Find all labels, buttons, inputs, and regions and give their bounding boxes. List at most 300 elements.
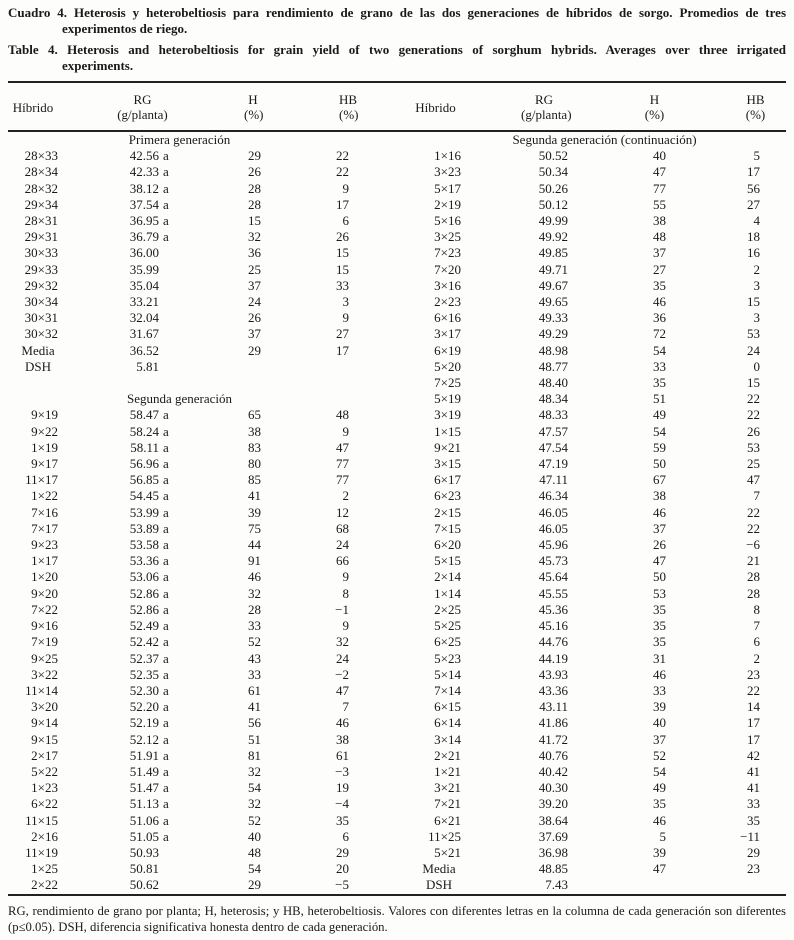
h-cell: 54 <box>653 342 666 358</box>
h-cell: 53 <box>653 585 666 601</box>
hb-cell: 35 <box>336 812 349 828</box>
hybrid-cell: 11×19 <box>25 844 58 860</box>
rg-cell: 45.96 <box>538 537 568 553</box>
rg-cell: 44.76 <box>538 634 568 650</box>
hybrid-cell: 5×19 <box>434 391 461 407</box>
h-cell: 39 <box>653 699 666 715</box>
rg-cell: 50.93 <box>129 844 159 860</box>
table-row <box>8 537 786 553</box>
hb-cell: 38 <box>336 731 349 747</box>
rg-cell: 44.19 <box>538 650 568 666</box>
h-cell: 35 <box>653 601 666 617</box>
rg-cell: 52.37 a <box>129 650 169 666</box>
h-cell: 31 <box>653 650 666 666</box>
hb-cell: 27 <box>747 196 760 212</box>
h-cell: 65 <box>248 407 261 423</box>
hybrid-cell: 5×14 <box>434 666 461 682</box>
table-row <box>8 456 786 472</box>
hb-cell: 24 <box>336 650 349 666</box>
hb-cell: 9 <box>342 310 349 326</box>
hybrid-cell: 30×31 <box>24 310 58 326</box>
hybrid-cell: 6×14 <box>434 715 461 731</box>
hybrid-cell: 1×25 <box>31 861 58 877</box>
hybrid-cell: 1×20 <box>31 569 58 585</box>
rg-cell: 53.58 a <box>129 537 169 553</box>
table-row <box>8 310 786 326</box>
rg-cell: 32.04 <box>129 310 159 326</box>
rg-cell: 45.36 <box>538 601 568 617</box>
hb-cell: 2 <box>753 650 760 666</box>
hybrid-cell: 5×17 <box>434 180 461 196</box>
h-cell: 26 <box>653 537 666 553</box>
table-row <box>8 877 786 894</box>
h-cell <box>568 877 668 894</box>
rg-cell: 49.67 <box>538 277 568 293</box>
rg-cell: 50.26 <box>538 180 568 196</box>
hybrid-cell: 7×23 <box>434 245 461 261</box>
rg-cell: 51.47 a <box>129 780 169 796</box>
table-row <box>8 197 786 213</box>
h-cell: 28 <box>248 601 261 617</box>
hybrid-cell: 7×20 <box>434 261 461 277</box>
rg-cell: 56.85 a <box>129 472 169 488</box>
hybrid-cell: 1×15 <box>434 423 461 439</box>
column-header: Híbrido <box>351 82 461 131</box>
hybrid-cell: 2×15 <box>434 504 461 520</box>
rg-cell: 49.71 <box>538 261 568 277</box>
h-cell: 33 <box>248 666 261 682</box>
h-cell: 41 <box>248 699 261 715</box>
hb-cell: 7 <box>753 618 760 634</box>
rg-cell: 49.85 <box>538 245 568 261</box>
hb-cell: 47 <box>336 682 349 698</box>
rg-cell: 45.64 <box>538 569 568 585</box>
h-cell: 72 <box>653 326 666 342</box>
hb-cell: 53 <box>747 326 760 342</box>
h-cell: 85 <box>248 472 261 488</box>
hb-cell: 9 <box>342 423 349 439</box>
hybrid-cell: 1×22 <box>31 488 58 504</box>
heterosis-table <box>8 81 786 896</box>
hb-cell: 20 <box>336 861 349 877</box>
hb-cell: 24 <box>336 537 349 553</box>
h-cell: 91 <box>248 553 261 569</box>
h-cell: 26 <box>248 310 261 326</box>
h-cell: 37 <box>653 245 666 261</box>
hybrid-cell: 5×20 <box>434 358 461 374</box>
caption-en <box>8 42 786 74</box>
h-cell: 41 <box>248 488 261 504</box>
table-row <box>8 472 786 488</box>
hybrid-cell: 6×17 <box>434 472 461 488</box>
h-cell: 35 <box>653 634 666 650</box>
hybrid-cell: 3×15 <box>434 456 461 472</box>
hybrid-cell: Media <box>21 342 55 358</box>
h-cell: 29 <box>248 342 261 358</box>
hb-cell: 15 <box>336 261 349 277</box>
hybrid-cell: 6×21 <box>434 812 461 828</box>
hybrid-cell: 6×15 <box>434 699 461 715</box>
h-cell: 54 <box>653 763 666 779</box>
hb-cell: 33 <box>336 277 349 293</box>
h-cell: 77 <box>653 180 666 196</box>
hybrid-cell: 11×14 <box>25 682 58 698</box>
hb-cell: 68 <box>336 520 349 536</box>
h-cell: 47 <box>653 164 666 180</box>
hybrid-cell: 11×15 <box>25 812 58 828</box>
h-cell: 32 <box>248 585 261 601</box>
h-cell: 28 <box>248 180 261 196</box>
rg-cell: 36.00 <box>129 245 159 261</box>
h-cell: 28 <box>248 196 261 212</box>
hb-cell: −3 <box>335 763 349 779</box>
rg-cell: 53.06 a <box>129 569 169 585</box>
h-cell: 48 <box>248 844 261 860</box>
hb-cell: 22 <box>747 391 760 407</box>
rg-cell: 50.81 <box>129 861 159 877</box>
hybrid-cell: 30×34 <box>24 294 58 310</box>
section-header: Segunda generación (continuación) <box>512 132 697 147</box>
table-row <box>8 780 786 796</box>
h-cell: 38 <box>653 213 666 229</box>
h-cell: 26 <box>248 164 261 180</box>
column-header: HB (%) <box>263 82 351 131</box>
hb-cell: 42 <box>747 747 760 763</box>
hb-cell: 7 <box>342 699 349 715</box>
hybrid-cell: 6×20 <box>434 537 461 553</box>
hybrid-cell: 30×32 <box>24 326 58 342</box>
rg-cell: 51.13 a <box>129 796 169 812</box>
table-row <box>8 391 786 407</box>
rg-cell: 45.55 <box>538 585 568 601</box>
h-cell: 40 <box>653 715 666 731</box>
rg-cell: 39.20 <box>538 796 568 812</box>
hybrid-cell: 9×14 <box>31 715 58 731</box>
h-cell <box>172 359 263 375</box>
h-cell: 38 <box>248 423 261 439</box>
hybrid-cell: 6×19 <box>434 342 461 358</box>
hb-cell: 17 <box>336 196 349 212</box>
hb-cell: 2 <box>342 488 349 504</box>
hybrid-cell: 3×23 <box>434 164 461 180</box>
rg-cell: 53.36 a <box>129 553 169 569</box>
hb-cell: −5 <box>335 877 349 893</box>
hb-cell: 25 <box>747 456 760 472</box>
hybrid-cell: 7×25 <box>434 375 461 391</box>
hb-cell: 23 <box>747 666 760 682</box>
blank-cell <box>8 375 351 391</box>
hb-cell: 8 <box>342 585 349 601</box>
hybrid-cell: 3×20 <box>31 699 58 715</box>
h-cell: 39 <box>653 844 666 860</box>
hybrid-cell: 11×25 <box>428 828 461 844</box>
hybrid-cell: 28×32 <box>24 180 58 196</box>
hybrid-cell: 2×21 <box>434 747 461 763</box>
rg-cell: 36.95 a <box>129 213 169 229</box>
h-cell: 46 <box>653 294 666 310</box>
table-row <box>8 651 786 667</box>
table-row <box>8 359 786 375</box>
hybrid-cell: DSH <box>24 358 51 374</box>
rg-cell: 41.72 <box>538 731 568 747</box>
h-cell: 49 <box>653 407 666 423</box>
hybrid-cell: 3×22 <box>31 666 58 682</box>
h-cell: 83 <box>248 439 261 455</box>
h-cell: 35 <box>653 375 666 391</box>
hybrid-cell: 3×21 <box>434 780 461 796</box>
table-row <box>8 732 786 748</box>
hb-cell: 77 <box>336 456 349 472</box>
caption-en-text: Heterosis and heterobeltiosis for grain yield of two generations of sorghum hybrids. Averages over three irrigated experiments. <box>62 42 787 73</box>
rg-cell: 36.98 <box>538 844 568 860</box>
hb-cell: 17 <box>747 715 760 731</box>
hb-cell: 19 <box>336 780 349 796</box>
h-cell: 46 <box>653 812 666 828</box>
rg-cell: 43.11 <box>539 699 568 715</box>
hybrid-cell: 28×34 <box>24 164 58 180</box>
hb-cell: 28 <box>747 585 760 601</box>
hb-cell: −6 <box>746 537 760 553</box>
column-header: H (%) <box>172 82 263 131</box>
hb-cell: 3 <box>753 310 760 326</box>
table-row <box>8 813 786 829</box>
hb-cell: 23 <box>747 861 760 877</box>
rg-cell: 48.33 <box>538 407 568 423</box>
hb-cell: 56 <box>747 180 760 196</box>
column-header: RG (g/planta) <box>461 82 568 131</box>
table-row <box>8 553 786 569</box>
rg-cell: 43.93 <box>538 666 568 682</box>
h-cell: 39 <box>248 504 261 520</box>
table-row <box>8 407 786 423</box>
h-cell: 36 <box>248 245 261 261</box>
hb-cell: 27 <box>336 326 349 342</box>
table-row <box>8 131 786 148</box>
rg-cell: 48.77 <box>538 358 568 374</box>
table-row <box>8 375 786 391</box>
h-cell: 36 <box>653 310 666 326</box>
hb-cell: 24 <box>747 342 760 358</box>
rg-cell: 49.99 <box>538 213 568 229</box>
hybrid-cell: 28×33 <box>24 148 58 164</box>
hybrid-cell: 2×14 <box>434 569 461 585</box>
rg-cell: 54.45 a <box>129 488 169 504</box>
hybrid-cell: 3×19 <box>434 407 461 423</box>
h-cell: 48 <box>653 229 666 245</box>
hybrid-cell: 9×15 <box>31 731 58 747</box>
table-row <box>8 245 786 261</box>
rg-cell: 52.49 a <box>129 618 169 634</box>
rg-cell: 49.29 <box>538 326 568 342</box>
h-cell: 24 <box>248 294 261 310</box>
hybrid-cell: 28×31 <box>24 213 58 229</box>
hb-cell: 28 <box>747 569 760 585</box>
rg-cell: 52.30 a <box>129 682 169 698</box>
hb-cell: 17 <box>747 164 760 180</box>
rg-cell: 36.52 <box>129 342 159 358</box>
table-row <box>8 586 786 602</box>
hybrid-cell: 9×23 <box>31 537 58 553</box>
table-row <box>8 262 786 278</box>
rg-cell: 56.96 a <box>129 456 169 472</box>
hybrid-cell: DSH <box>425 877 452 893</box>
caption-es-label: Cuadro 4. <box>8 5 68 20</box>
table-row <box>8 634 786 650</box>
rg-cell: 46.34 <box>538 488 568 504</box>
hb-cell: 21 <box>747 553 760 569</box>
rg-cell: 52.12 a <box>129 731 169 747</box>
table-row <box>8 213 786 229</box>
hb-cell: 15 <box>747 294 760 310</box>
hybrid-cell: 6×25 <box>434 634 461 650</box>
hybrid-cell: 5×22 <box>31 763 58 779</box>
hb-cell: 48 <box>336 407 349 423</box>
hybrid-cell: 2×23 <box>434 294 461 310</box>
table-row <box>8 343 786 359</box>
h-cell: 49 <box>653 780 666 796</box>
hybrid-cell: 7×16 <box>31 504 58 520</box>
h-cell: 33 <box>653 682 666 698</box>
hybrid-cell: 9×22 <box>31 423 58 439</box>
rg-cell: 40.76 <box>538 747 568 763</box>
header-row <box>8 82 786 131</box>
table-row <box>8 505 786 521</box>
hybrid-cell: 9×17 <box>31 456 58 472</box>
table-row <box>8 667 786 683</box>
hb-cell: 0 <box>753 358 760 374</box>
h-cell: 25 <box>248 261 261 277</box>
hybrid-cell: 1×14 <box>434 585 461 601</box>
hybrid-cell: 5×15 <box>434 553 461 569</box>
h-cell: 67 <box>653 472 666 488</box>
rg-cell: 38.12 a <box>129 180 169 196</box>
table-row <box>8 845 786 861</box>
hb-cell: 4 <box>753 213 760 229</box>
h-cell: 38 <box>653 488 666 504</box>
h-cell: 37 <box>248 326 261 342</box>
h-cell: 35 <box>653 618 666 634</box>
hybrid-cell: 7×19 <box>31 634 58 650</box>
h-cell: 46 <box>248 569 261 585</box>
h-cell: 52 <box>248 634 261 650</box>
hb-cell: 26 <box>336 229 349 245</box>
table-row <box>8 326 786 342</box>
hybrid-cell: 1×17 <box>31 553 58 569</box>
hb-cell: 17 <box>336 342 349 358</box>
table-row <box>8 521 786 537</box>
rg-cell: 52.35 a <box>129 666 169 682</box>
hybrid-cell: 5×23 <box>434 650 461 666</box>
hb-cell: 22 <box>336 164 349 180</box>
hybrid-cell: 1×19 <box>31 439 58 455</box>
rg-cell: 50.12 <box>538 196 568 212</box>
h-cell: 50 <box>653 569 666 585</box>
hb-cell: 46 <box>336 715 349 731</box>
table-row <box>8 861 786 877</box>
hybrid-cell: 1×23 <box>31 780 58 796</box>
rg-cell: 42.33 a <box>129 164 169 180</box>
rg-cell: 51.05 a <box>129 828 169 844</box>
hb-cell: 66 <box>336 553 349 569</box>
rg-cell: 47.11 <box>539 472 568 488</box>
table-row <box>8 164 786 180</box>
table-body <box>8 131 786 895</box>
hybrid-cell: 5×21 <box>434 844 461 860</box>
hybrid-cell: 29×32 <box>24 277 58 293</box>
rg-cell: 53.89 a <box>129 520 169 536</box>
hybrid-cell: 5×16 <box>434 213 461 229</box>
hb-cell: 9 <box>342 180 349 196</box>
hybrid-cell: 7×17 <box>31 520 58 536</box>
hb-cell: 22 <box>336 148 349 164</box>
rg-cell: 33.21 <box>129 294 159 310</box>
rg-cell: 37.54 a <box>129 196 169 212</box>
h-cell: 61 <box>248 682 261 698</box>
h-cell: 59 <box>653 439 666 455</box>
rg-cell: 58.47 a <box>129 407 169 423</box>
section-header: Primera generación <box>128 132 231 147</box>
h-cell: 75 <box>248 520 261 536</box>
rg-cell: 49.92 <box>538 229 568 245</box>
rg-cell: 35.99 <box>129 261 159 277</box>
table-row <box>8 424 786 440</box>
hybrid-cell: 6×22 <box>31 796 58 812</box>
hb-cell: 47 <box>747 472 760 488</box>
rg-cell: 47.54 <box>538 439 568 455</box>
rg-cell: 52.19 a <box>129 715 169 731</box>
hybrid-cell: 9×19 <box>31 407 58 423</box>
h-cell: 43 <box>248 650 261 666</box>
h-cell: 47 <box>653 553 666 569</box>
hb-cell: 9 <box>342 569 349 585</box>
hybrid-cell: 9×20 <box>31 585 58 601</box>
h-cell: 37 <box>248 277 261 293</box>
table-row <box>8 618 786 634</box>
hb-cell: 15 <box>747 375 760 391</box>
hb-cell: 77 <box>336 472 349 488</box>
hb-cell: 22 <box>747 520 760 536</box>
hb-cell: 17 <box>747 731 760 747</box>
hb-cell: 22 <box>747 407 760 423</box>
hb-cell: 9 <box>342 618 349 634</box>
h-cell: 46 <box>653 666 666 682</box>
hb-cell: 5 <box>753 148 760 164</box>
table-row <box>8 278 786 294</box>
h-cell: 56 <box>248 715 261 731</box>
h-cell: 80 <box>248 456 261 472</box>
h-cell: 35 <box>653 277 666 293</box>
hb-cell: 3 <box>342 294 349 310</box>
hybrid-cell: 3×16 <box>434 277 461 293</box>
h-cell: 52 <box>248 812 261 828</box>
h-cell: 52 <box>653 747 666 763</box>
h-cell: 46 <box>653 504 666 520</box>
hybrid-cell: 3×25 <box>434 229 461 245</box>
h-cell: 32 <box>248 229 261 245</box>
table-row <box>8 602 786 618</box>
hb-cell <box>263 359 351 375</box>
hb-cell: −1 <box>335 601 349 617</box>
h-cell: 54 <box>653 423 666 439</box>
rg-cell: 49.65 <box>538 294 568 310</box>
h-cell: 37 <box>653 731 666 747</box>
table-row <box>8 764 786 780</box>
rg-cell: 5.81 <box>136 358 159 374</box>
hybrid-cell: 7×15 <box>434 520 461 536</box>
hybrid-cell: Media <box>422 861 456 877</box>
hb-cell: −2 <box>335 666 349 682</box>
rg-cell: 40.42 <box>538 763 568 779</box>
